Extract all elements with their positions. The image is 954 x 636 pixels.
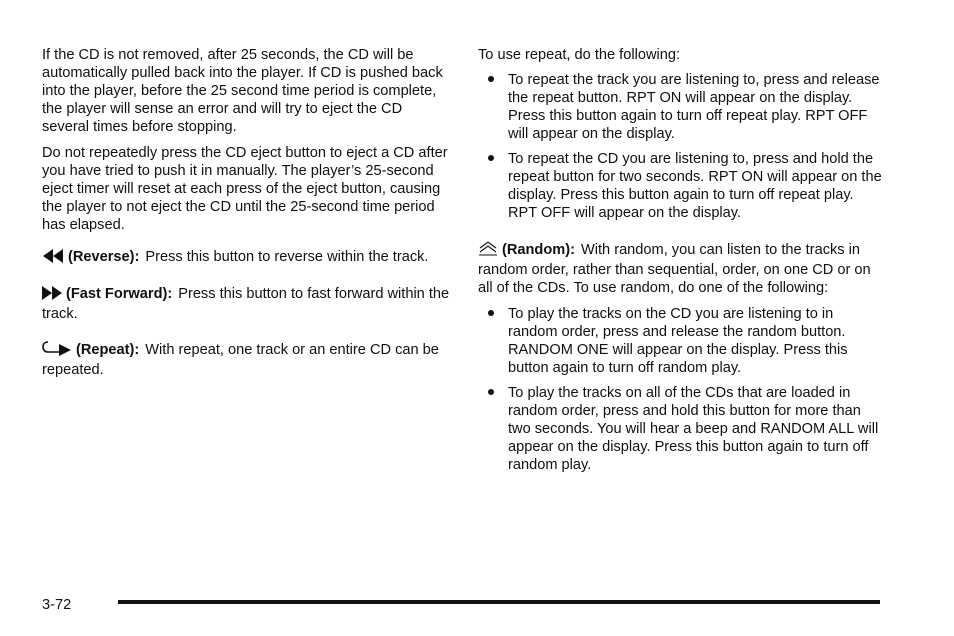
fast-forward-icon <box>42 286 62 305</box>
footer-rule <box>118 600 880 604</box>
list-item <box>478 71 884 143</box>
bullet-dot <box>488 389 494 395</box>
reverse-icon <box>42 249 64 268</box>
random-icon <box>478 240 498 261</box>
list-item-text: To repeat the track you are listening to, press and release the repeat button. RPT ON will appear on the display. Press this button again to turn off repeat play. RPT OFF will appear on the display. <box>508 72 880 142</box>
fast-forward-label: (Fast Forward): <box>66 286 173 302</box>
list-item <box>478 150 884 222</box>
list-item-text: To repeat the CD you are listening to, press and hold the repeat button for two seconds. RPT ON will appear on the display. Press this button again to turn off repeat play. RPT OFF will appear on the display. <box>508 151 882 221</box>
bullet-dot <box>488 310 494 316</box>
right-column <box>478 46 884 481</box>
repeat-text: With repeat, one track or an entire CD can be repeated. <box>42 342 439 378</box>
repeat-icon <box>42 340 72 361</box>
repeat-description <box>42 340 450 379</box>
paragraph-eject-warning: Do not repeatedly press the CD eject button to eject a CD after you have tried to push it in manually. The player’s 25-second eject timer will reset at each press of the eject button, causing the player to not eject the CD until the 25-second time period has elapsed. <box>42 145 448 233</box>
reverse-description <box>42 248 450 268</box>
repeat-intro: To use repeat, do the following: <box>478 47 681 63</box>
list-item-text: To play the tracks on the CD you are listening to in random order, press and release the random button. RANDOM ONE will appear on the display. Press this button again to turn off random play. <box>508 306 848 376</box>
fast-forward-description <box>42 285 450 323</box>
list-item <box>478 305 884 377</box>
page-number: 3-72 <box>42 597 72 613</box>
random-text: With random, you can listen to the tracks in random order, rather than sequential, order, on one CD or on all of the CDs. To use random, do one of the following: <box>478 242 871 296</box>
repeat-bullet-list <box>478 71 884 222</box>
list-item-text: To play the tracks on all of the CDs that are loaded in random order, press and hold this button for more than two seconds. You will hear a beep and RANDOM ALL will appear on the display. Press this button again to turn off random play. <box>508 385 879 473</box>
list-item <box>478 384 884 474</box>
bullet-dot <box>488 155 494 161</box>
repeat-label: (Repeat): <box>76 342 140 358</box>
paragraph-cd-not-removed: If the CD is not removed, after 25 seconds, the CD will be automatically pulled back into the player. If CD is pushed back into the player, before the 25 second time period is complete, the player will sense an error and will try to eject the CD several times before stopping. <box>42 47 443 135</box>
fast-forward-text: Press this button to fast forward within the track. <box>42 286 450 322</box>
reverse-text: Press this button to reverse within the track. <box>145 249 429 265</box>
reverse-label: (Reverse): <box>68 249 140 265</box>
random-label: (Random): <box>502 242 575 258</box>
left-column <box>42 46 450 379</box>
bullet-dot <box>488 76 494 82</box>
random-bullet-list <box>478 305 884 474</box>
random-description <box>478 240 884 297</box>
